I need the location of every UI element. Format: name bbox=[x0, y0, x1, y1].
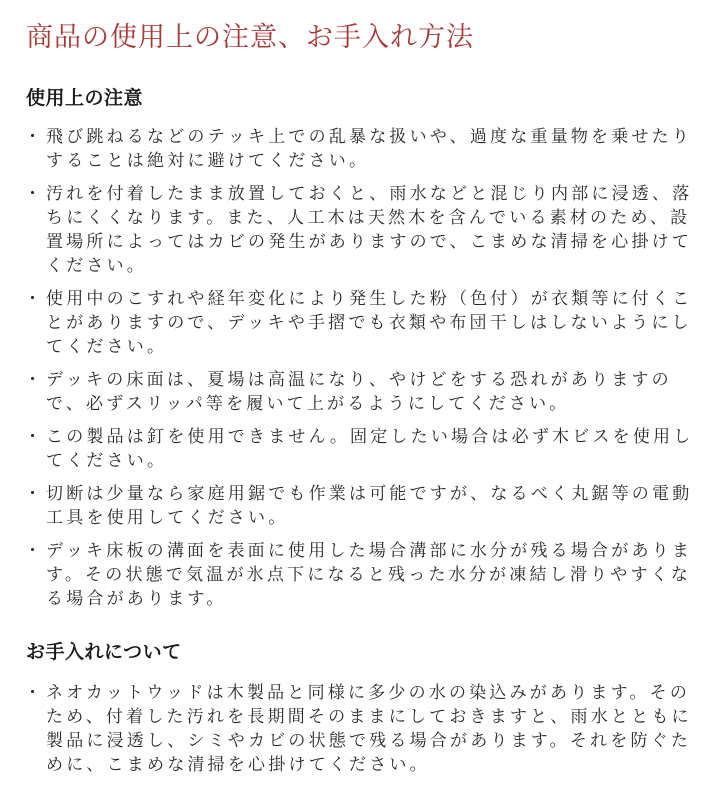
care-heading: お手入れについて bbox=[26, 641, 182, 663]
usage-list bbox=[26, 125, 702, 611]
usage-item: ・ この製品は釘を使用できません。固定したい場合は必ず木ビスを使用してください。 bbox=[26, 425, 702, 473]
care-item: ・ ネオカットウッドは木製品と同様に多少の水の染込みがあります。そのため、付着した汚れを長期間そのままにしておきますと、雨水とともに製品に浸透し、シミやカビの状態で残る場合があります。それを防ぐために、こまめな清掃を心掛けてください。 bbox=[26, 681, 702, 777]
usage-item: ・ 汚れを付着したまま放置しておくと、雨水などと混じり内部に浸透、落ちにくくなります。また、人工木は天然木を含んでいる素材のため、設置場所によってはカビの発生がありますので、こまめな清掃を心掛けてください。 bbox=[26, 182, 702, 278]
usage-section bbox=[26, 85, 702, 611]
usage-item: ・ 使用中のこすれや経年変化により発生した粉（色付）が衣類等に付くことがありますので、デッキや手摺でも衣類や布団干しはしないようにしてください。 bbox=[26, 287, 702, 359]
usage-item: ・ 切断は少量なら家庭用鋸でも作業は可能ですが、なるべく丸鋸等の電動工具を使用してください。 bbox=[26, 482, 702, 530]
usage-item: ・ デッキ床板の溝面を表面に使用した場合溝部に水分が残る場合があります。その状態で気温が氷点下になると残った水分が凍結し滑りやすくなる場合があります。 bbox=[26, 539, 702, 611]
care-list bbox=[26, 681, 702, 777]
usage-item: ・ 飛び跳ねるなどのテッキ上での乱暴な扱いや、過度な重量物を乗せたりすることは絶対に避けてください。 bbox=[26, 125, 702, 173]
page-title: 商品の使用上の注意、お手入れ方法 bbox=[26, 22, 474, 53]
usage-item: ・ デッキの床面は、夏場は高温になり、やけどをする恐れがありますので、必ずスリッパ等を履いて上がるようにしてください。 bbox=[26, 368, 702, 416]
usage-heading: 使用上の注意 bbox=[26, 87, 144, 109]
care-section bbox=[26, 639, 702, 777]
